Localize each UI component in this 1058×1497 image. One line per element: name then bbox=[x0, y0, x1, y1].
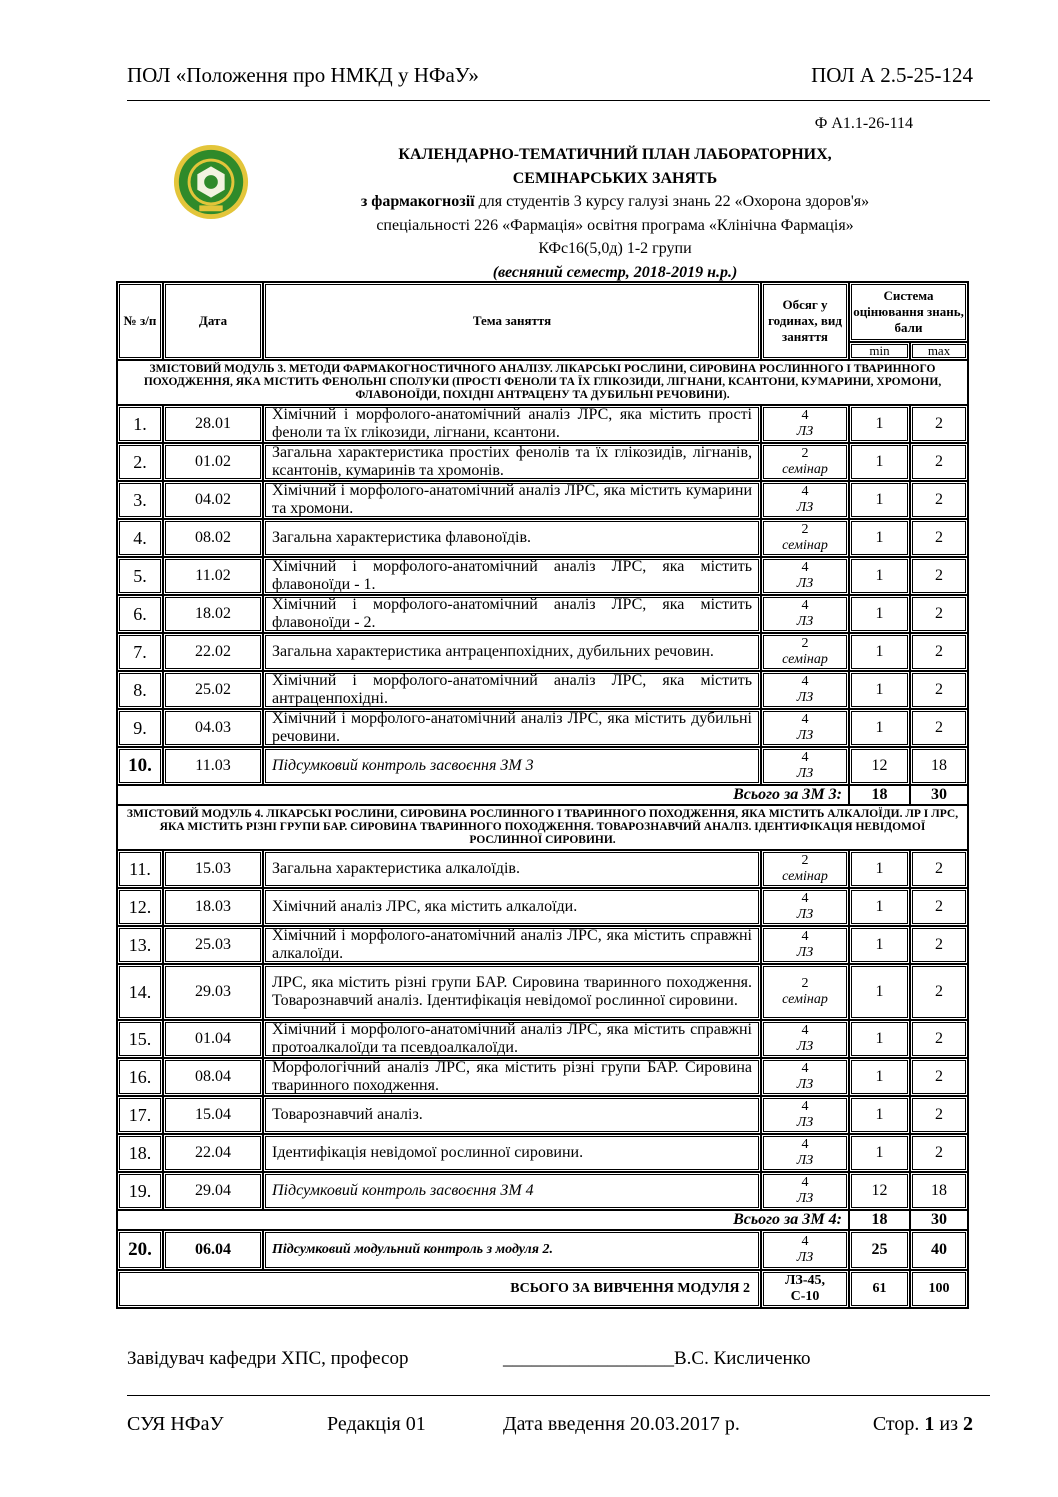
final-row-date: 06.04 bbox=[163, 1230, 263, 1270]
row-kind: ЛЗ bbox=[796, 1039, 814, 1054]
row-hours: 4 bbox=[801, 598, 809, 613]
row-volume bbox=[761, 671, 849, 709]
row-hours: 4 bbox=[801, 1023, 809, 1038]
row-kind: ЛЗ bbox=[796, 576, 814, 591]
row-topic: Хімічний і морфолого-анатомічний аналіз ЛРС, яка містить флавоноїди - 1. bbox=[263, 557, 761, 595]
row-topic: Підсумковий контроль засвоєння ЗМ 3 bbox=[263, 747, 761, 785]
row-min: 1 bbox=[849, 1020, 910, 1058]
title-line-2: СЕМІНАРСЬКИХ ЗАНЯТЬ bbox=[512, 169, 718, 187]
table-row bbox=[117, 888, 968, 926]
table-row bbox=[117, 1058, 968, 1096]
final-row-max: 40 bbox=[910, 1230, 968, 1270]
row-number: 1. bbox=[117, 405, 163, 443]
row-hours: 2 bbox=[801, 522, 809, 537]
row-date: 15.03 bbox=[163, 850, 263, 888]
row-topic: Морфологічний аналіз ЛРС, яка містить різні групи БАР. Сировина тваринного походження. bbox=[263, 1058, 761, 1096]
row-date: 22.04 bbox=[163, 1134, 263, 1172]
row-date: 11.02 bbox=[163, 557, 263, 595]
header-topic: Тема заняття bbox=[263, 282, 761, 360]
row-hours: 4 bbox=[801, 929, 809, 944]
row-min: 1 bbox=[849, 443, 910, 481]
module-3-total-max: 30 bbox=[910, 785, 968, 805]
grand-total-row bbox=[117, 1270, 968, 1308]
table-row bbox=[117, 633, 968, 671]
row-date: 29.03 bbox=[163, 964, 263, 1020]
grand-total-max: 100 bbox=[910, 1270, 968, 1308]
table-row bbox=[117, 443, 968, 481]
row-number: 12. bbox=[117, 888, 163, 926]
row-date: 25.03 bbox=[163, 926, 263, 964]
row-min: 1 bbox=[849, 405, 910, 443]
row-max: 2 bbox=[910, 1058, 968, 1096]
row-volume bbox=[761, 557, 849, 595]
row-kind: ЛЗ bbox=[796, 766, 814, 781]
table-row bbox=[117, 747, 968, 785]
grand-total-vol2: С-10 bbox=[790, 1289, 820, 1304]
title-line-5: КФс16(5,0д) 1-2 групи bbox=[538, 240, 692, 257]
row-hours: 2 bbox=[801, 976, 809, 991]
row-date: 08.02 bbox=[163, 519, 263, 557]
module-4-total-min: 18 bbox=[849, 1210, 910, 1230]
row-kind: ЛЗ bbox=[796, 945, 814, 960]
final-row-hours: 4 bbox=[801, 1234, 809, 1249]
row-number: 8. bbox=[117, 671, 163, 709]
module-4-total-label: Всього за ЗМ 4: bbox=[117, 1210, 849, 1230]
row-topic: Загальна характеристика флавоноїдів. bbox=[263, 519, 761, 557]
header-document-code: ПОЛ А 2.5-25-124 bbox=[811, 63, 973, 87]
row-hours: 2 bbox=[801, 446, 809, 461]
row-hours: 2 bbox=[801, 853, 809, 868]
table-row bbox=[117, 519, 968, 557]
grand-total-min: 61 bbox=[849, 1270, 910, 1308]
row-volume bbox=[761, 850, 849, 888]
row-max: 2 bbox=[910, 1096, 968, 1134]
header-date: Дата bbox=[163, 282, 263, 360]
row-date: 22.02 bbox=[163, 633, 263, 671]
row-number: 9. bbox=[117, 709, 163, 747]
row-volume bbox=[761, 888, 849, 926]
row-max: 2 bbox=[910, 519, 968, 557]
row-kind: семінар bbox=[782, 992, 828, 1007]
footer-divider bbox=[127, 1395, 990, 1396]
row-min: 1 bbox=[849, 595, 910, 633]
row-kind: ЛЗ bbox=[796, 690, 814, 705]
row-number: 11. bbox=[117, 850, 163, 888]
row-number: 14. bbox=[117, 964, 163, 1020]
row-min: 1 bbox=[849, 1134, 910, 1172]
row-topic: Хімічний і морфолого-анатомічний аналіз ЛРС, яка містить флавоноїди - 2. bbox=[263, 595, 761, 633]
signature-position: Завідувач кафедри ХПС, професор bbox=[127, 1348, 409, 1369]
row-max: 2 bbox=[910, 1134, 968, 1172]
row-min: 1 bbox=[849, 926, 910, 964]
final-control-row bbox=[117, 1230, 968, 1270]
row-kind: ЛЗ bbox=[796, 728, 814, 743]
row-number: 17. bbox=[117, 1096, 163, 1134]
row-volume bbox=[761, 747, 849, 785]
row-topic: Загальна характеристика алкалоїдів. bbox=[263, 850, 761, 888]
title-line-3-rest: для студентів 3 курсу галузі знань 22 «Охорона здоров'я» bbox=[474, 193, 870, 210]
row-hours: 4 bbox=[801, 712, 809, 727]
final-row-volume bbox=[761, 1230, 849, 1270]
row-min: 1 bbox=[849, 1058, 910, 1096]
row-volume bbox=[761, 595, 849, 633]
calendar-plan-table bbox=[116, 281, 969, 1309]
row-volume bbox=[761, 926, 849, 964]
grand-total-vol1: ЛЗ-45, bbox=[785, 1273, 825, 1288]
table-row bbox=[117, 481, 968, 519]
footer-org: СУЯ НФаУ bbox=[127, 1413, 224, 1435]
row-kind: ЛЗ bbox=[796, 1115, 814, 1130]
row-min: 1 bbox=[849, 964, 910, 1020]
row-hours: 4 bbox=[801, 1099, 809, 1114]
row-kind: ЛЗ bbox=[796, 907, 814, 922]
row-max: 2 bbox=[910, 926, 968, 964]
row-max: 2 bbox=[910, 671, 968, 709]
row-kind: семінар bbox=[782, 869, 828, 884]
table-row bbox=[117, 405, 968, 443]
module-3-total-min: 18 bbox=[849, 785, 910, 805]
row-topic: Хімічний і морфолого-анатомічний аналіз ЛРС, яка містить дубильні речовини. bbox=[263, 709, 761, 747]
final-row-topic: Підсумковий модульний контроль з модуля 2. bbox=[263, 1230, 761, 1270]
table-row bbox=[117, 557, 968, 595]
header-max: max bbox=[910, 342, 968, 360]
row-number: 7. bbox=[117, 633, 163, 671]
row-date: 29.04 bbox=[163, 1172, 263, 1210]
row-volume bbox=[761, 633, 849, 671]
row-topic: Загальна характеристика простіих фенолів та їх глікозидів, лігнанів, ксантонів, кумаринів та хромонів. bbox=[263, 443, 761, 481]
header-num: № з/п bbox=[117, 282, 163, 360]
row-topic: Хімічний і морфолого-анатомічний аналіз ЛРС, яка містить прості феноли та їх глікозиди, лігнани, ксантони. bbox=[263, 405, 761, 443]
title-line-4: спеціальності 226 «Фармація» освітня програма «Клінічна Фармація» bbox=[376, 216, 854, 234]
header-grading-system: Система оцінювання знань, бали bbox=[849, 282, 968, 342]
module-4-total-row bbox=[117, 1210, 968, 1230]
page-number: 1 bbox=[924, 1413, 935, 1435]
row-date: 11.03 bbox=[163, 747, 263, 785]
row-max: 2 bbox=[910, 1020, 968, 1058]
table-row bbox=[117, 671, 968, 709]
row-min: 1 bbox=[849, 850, 910, 888]
row-kind: ЛЗ bbox=[796, 424, 814, 439]
module-4-title-row bbox=[117, 805, 968, 850]
table-row bbox=[117, 595, 968, 633]
row-volume bbox=[761, 443, 849, 481]
signature-line-name: __________________В.С. Кисличенко bbox=[503, 1348, 811, 1369]
row-max: 2 bbox=[910, 443, 968, 481]
row-min: 1 bbox=[849, 633, 910, 671]
row-max: 2 bbox=[910, 964, 968, 1020]
row-number: 19. bbox=[117, 1172, 163, 1210]
row-number: 18. bbox=[117, 1134, 163, 1172]
form-code: Ф А1.1-26-114 bbox=[814, 115, 913, 132]
row-date: 28.01 bbox=[163, 405, 263, 443]
row-volume bbox=[761, 519, 849, 557]
final-row-num: 20. bbox=[117, 1230, 163, 1270]
table-row bbox=[117, 926, 968, 964]
row-hours: 4 bbox=[801, 750, 809, 765]
row-volume bbox=[761, 481, 849, 519]
row-volume bbox=[761, 1096, 849, 1134]
row-max: 18 bbox=[910, 747, 968, 785]
row-max: 2 bbox=[910, 709, 968, 747]
module-3-total-row bbox=[117, 785, 968, 805]
row-topic: Хімічний і морфолого-анатомічний аналіз ЛРС, яка містить справжні протоалкалоїди та псевдоалкалоїди. bbox=[263, 1020, 761, 1058]
row-min: 1 bbox=[849, 557, 910, 595]
table-row bbox=[117, 850, 968, 888]
row-topic: Хімічний аналіз ЛРС, яка містить алкалоїди. bbox=[263, 888, 761, 926]
row-kind: семінар bbox=[782, 652, 828, 667]
final-row-kind: ЛЗ bbox=[796, 1250, 814, 1265]
row-number: 13. bbox=[117, 926, 163, 964]
row-max: 2 bbox=[910, 850, 968, 888]
row-volume bbox=[761, 405, 849, 443]
footer-date: Дата введення 20.03.2017 р. bbox=[503, 1413, 740, 1435]
row-topic: Хімічний і морфолого-анатомічний аналіз ЛРС, яка містить антраценпохідні. bbox=[263, 671, 761, 709]
header-min: min bbox=[849, 342, 910, 360]
table-row bbox=[117, 1096, 968, 1134]
row-number: 3. bbox=[117, 481, 163, 519]
row-hours: 4 bbox=[801, 891, 809, 906]
row-date: 01.02 bbox=[163, 443, 263, 481]
row-kind: семінар bbox=[782, 462, 828, 477]
row-volume bbox=[761, 1020, 849, 1058]
document-title-block bbox=[270, 143, 960, 284]
row-kind: ЛЗ bbox=[796, 1153, 814, 1168]
row-topic: Ідентифікація невідомої рослинної сировини. bbox=[263, 1134, 761, 1172]
row-topic: Товарознавчий аналіз. bbox=[263, 1096, 761, 1134]
row-min: 1 bbox=[849, 671, 910, 709]
header-volume: Обсяг у годинах, вид заняття bbox=[761, 282, 849, 360]
row-date: 25.02 bbox=[163, 671, 263, 709]
row-date: 08.04 bbox=[163, 1058, 263, 1096]
university-seal-icon bbox=[172, 143, 250, 221]
header-divider bbox=[127, 100, 990, 101]
row-hours: 4 bbox=[801, 1137, 809, 1152]
final-row-min: 25 bbox=[849, 1230, 910, 1270]
row-date: 01.04 bbox=[163, 1020, 263, 1058]
footer-edition: Редакція 01 bbox=[327, 1413, 426, 1435]
row-kind: семінар bbox=[782, 538, 828, 553]
row-kind: ЛЗ bbox=[796, 500, 814, 515]
row-max: 18 bbox=[910, 1172, 968, 1210]
page-prefix: Стор. bbox=[872, 1413, 925, 1435]
table-row bbox=[117, 709, 968, 747]
grand-total-label: ВСЬОГО ЗА ВИВЧЕННЯ МОДУЛЯ 2 bbox=[117, 1270, 761, 1308]
row-volume bbox=[761, 1172, 849, 1210]
header-document-title: ПОЛ «Положення про НМКД у НФаУ» bbox=[127, 63, 479, 87]
module-4-total-max: 30 bbox=[910, 1210, 968, 1230]
row-date: 18.02 bbox=[163, 595, 263, 633]
table-row bbox=[117, 1172, 968, 1210]
module-3-rows bbox=[117, 405, 968, 785]
row-number: 6. bbox=[117, 595, 163, 633]
row-topic: Хімічний і морфолого-анатомічний аналіз ЛРС, яка містить справжні алкалоїди. bbox=[263, 926, 761, 964]
page-total: 2 bbox=[963, 1413, 973, 1435]
table-header-row bbox=[117, 282, 968, 342]
row-min: 12 bbox=[849, 1172, 910, 1210]
table-row bbox=[117, 964, 968, 1020]
row-volume bbox=[761, 1134, 849, 1172]
row-date: 15.04 bbox=[163, 1096, 263, 1134]
row-min: 1 bbox=[849, 888, 910, 926]
row-min: 1 bbox=[849, 519, 910, 557]
row-min: 12 bbox=[849, 747, 910, 785]
row-date: 04.02 bbox=[163, 481, 263, 519]
row-kind: ЛЗ bbox=[796, 614, 814, 629]
module-4-title: ЗМІСТОВИЙ МОДУЛЬ 4. ЛІКАРСЬКІ РОСЛИНИ, СИРОВИНА РОСЛИННОГО І ТВАРИННОГО ПОХОДЖЕННЯ, ЯКА МІСТИТЬ АЛКАЛОЇДИ. ЛР І ЛРС, ЯКА МІСТИТЬ РІЗНІ ГРУПИ БАР. СИРОВИНА ТВАРИННОГО ПОХОДЖЕННЯ. ТОВАРОЗНАВЧИЙ АНАЛІЗ. ІДЕНТИФІКАЦІЯ НЕВІДОМОЇ РОСЛИННОЇ СИРОВИНИ. bbox=[117, 805, 968, 850]
row-hours: 2 bbox=[801, 636, 809, 651]
subject-name: з фармакогнозії bbox=[360, 193, 475, 210]
row-min: 1 bbox=[849, 481, 910, 519]
row-volume bbox=[761, 709, 849, 747]
row-hours: 4 bbox=[801, 1061, 809, 1076]
row-min: 1 bbox=[849, 1096, 910, 1134]
row-topic: Підсумковий контроль засвоєння ЗМ 4 bbox=[263, 1172, 761, 1210]
table-row bbox=[117, 1020, 968, 1058]
title-line-3 bbox=[270, 190, 960, 214]
row-max: 2 bbox=[910, 405, 968, 443]
row-number: 15. bbox=[117, 1020, 163, 1058]
row-topic: Загальна характеристика антраценпохідних, дубильних речовин. bbox=[263, 633, 761, 671]
row-number: 4. bbox=[117, 519, 163, 557]
title-line-1: КАЛЕНДАРНО-ТЕМАТИЧНИЙ ПЛАН ЛАБОРАТОРНИХ, bbox=[398, 146, 832, 163]
row-number: 5. bbox=[117, 557, 163, 595]
module-4-rows bbox=[117, 850, 968, 1210]
row-min: 1 bbox=[849, 709, 910, 747]
row-topic: Хімічний і морфолого-анатомічний аналіз ЛРС, яка містить кумарини та хромони. bbox=[263, 481, 761, 519]
row-max: 2 bbox=[910, 481, 968, 519]
row-hours: 4 bbox=[801, 484, 809, 499]
module-3-title: ЗМІСТОВИЙ МОДУЛЬ 3. МЕТОДИ ФАРМАКОГНОСТИЧНОГО АНАЛІЗУ. ЛІКАРСЬКІ РОСЛИНИ, СИРОВИНА РОСЛИННОГО І ТВАРИННОГО ПОХОДЖЕННЯ, ЯКА МІСТИТЬ ФЕНОЛЬНІ СПОЛУКИ (ПРОСТІ ФЕНОЛИ ТА ЇХ ГЛІКОЗИДИ, ЛІГНАНИ, КСАНТОНИ, КУМАРИНИ, ХРОМОНИ, ФЛАВОНОЇДИ, ПОХІДНІ АНТРАЦЕНУ ТА ДУБИЛЬНІ РЕЧОВИНИ). bbox=[117, 360, 968, 405]
row-topic: ЛРС, яка містить різні групи БАР. Сировина тваринного походження. Товарознавчий аналіз. Ідентифікація невідомої рослинної сировини. bbox=[263, 964, 761, 1020]
row-kind: ЛЗ bbox=[796, 1077, 814, 1092]
footer-page bbox=[873, 1413, 973, 1436]
row-date: 18.03 bbox=[163, 888, 263, 926]
module-3-title-row bbox=[117, 360, 968, 405]
row-number: 10. bbox=[117, 747, 163, 785]
row-max: 2 bbox=[910, 595, 968, 633]
row-max: 2 bbox=[910, 633, 968, 671]
row-number: 16. bbox=[117, 1058, 163, 1096]
page-mid: из bbox=[934, 1413, 963, 1435]
table-row bbox=[117, 1134, 968, 1172]
row-volume bbox=[761, 964, 849, 1020]
row-hours: 4 bbox=[801, 560, 809, 575]
title-semester: (весняний семестр, 2018-2019 н.р.) bbox=[492, 263, 738, 281]
row-max: 2 bbox=[910, 888, 968, 926]
row-date: 04.03 bbox=[163, 709, 263, 747]
row-number: 2. bbox=[117, 443, 163, 481]
module-3-total-label: Всього за ЗМ 3: bbox=[117, 785, 849, 805]
row-kind: ЛЗ bbox=[796, 1191, 814, 1206]
row-hours: 4 bbox=[801, 674, 809, 689]
row-max: 2 bbox=[910, 557, 968, 595]
grand-total-volume bbox=[761, 1270, 849, 1308]
row-hours: 4 bbox=[801, 1175, 809, 1190]
row-hours: 4 bbox=[801, 408, 809, 423]
row-volume bbox=[761, 1058, 849, 1096]
